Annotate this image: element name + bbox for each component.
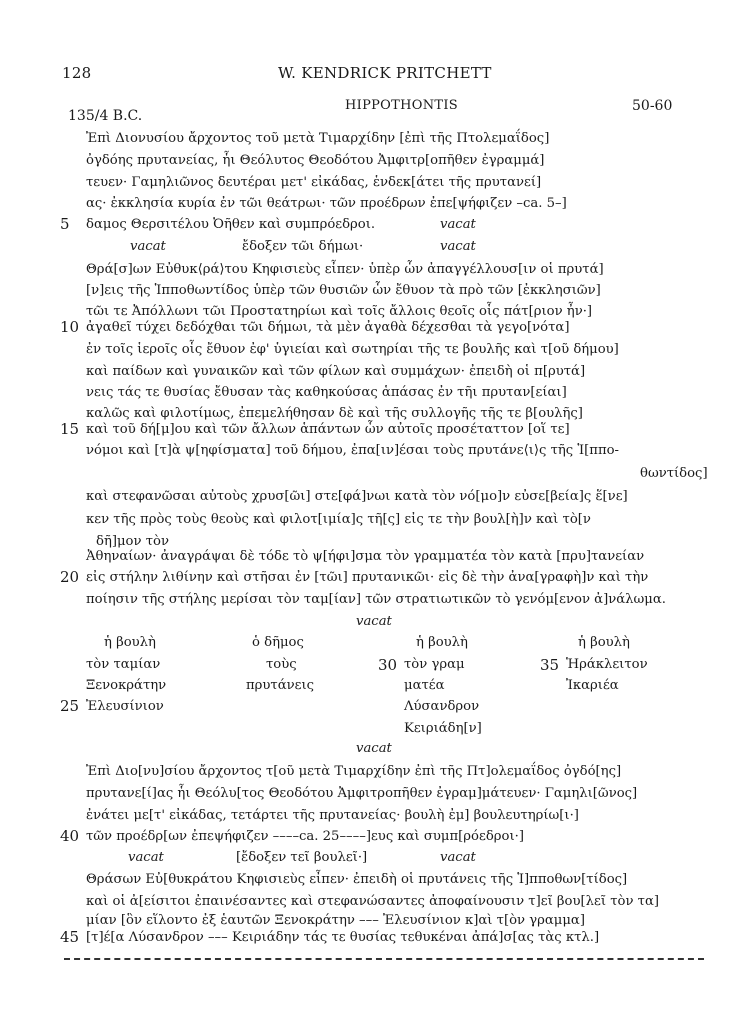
vacat-marker: vacat (130, 239, 166, 254)
text-line: Ἀθηναίων· ἀναγράψαι δὲ τόδε τὸ ψ[ήφι]σμα τὸν γραμματέα τὸν κατὰ [πρυ]τανείαν (86, 549, 645, 564)
text-line: Ἐπὶ Διονυσίου ἄρχοντος τοῦ μετὰ Τιμαρχίδην [ἐπὶ τῆς Πτολεμαΐδος] (86, 131, 550, 146)
crown-1-line: Ἐλευσίνιον (86, 699, 164, 714)
text-line: ποίησιν τῆς στήλης μερίσαι τὸν ταμ[ίαν] τῶν στρατιωτικῶν τὸ γενόμ[ενον ἀ]νάλωμα. (86, 592, 666, 607)
crown-2-line: τοὺς (266, 657, 297, 672)
line-number: 10 (60, 318, 80, 336)
text-line: εἰς στήλην λιθίνην καὶ στῆσαι ἐν [τῶι] πρυτανικῶι· εἰς δὲ τὴν ἀνα[γραφὴ]ν καὶ τὴν (86, 570, 649, 585)
text-line: κεν τῆς πρὸς τοὺς θεοὺς καὶ φιλοτ[ιμία]ς τῆ[ς] εἰς τε τὴν βουλ[ὴ]ν καὶ τὸ[ν (86, 512, 591, 527)
text-line: δαμος Θερσιτέλου Ὀῆθεν καὶ συμπρόεδροι. (86, 217, 376, 232)
crown-3-line: Λύσανδρον (404, 699, 480, 714)
crown-2-line: πρυτάνεις (246, 678, 315, 693)
section-title: HIPPOTHONTIS (345, 98, 458, 113)
line-number: 5 (60, 215, 70, 233)
text-line: καλῶς καὶ φιλοτίμως, ἐπεμελήθησαν δὲ καὶ τῆς συλλογῆς τῆς τε β[ουλῆς] (86, 406, 583, 421)
line-number: 45 (60, 928, 80, 946)
text-line: πρυτανε[ί]ας ἧι Θεόλυ[τος Θεοδότου Ἀμφιτροπῆθεν ἐγραμ]μάτευεν· Γαμηλι[ῶνος] (86, 786, 638, 801)
vacat-marker: vacat (356, 614, 392, 629)
text-line: μίαν [ὃν εἵλοντο ἐξ ἑαυτῶν Ξενοκράτην ––– Ἐλευσίνιον κ]αὶ τ[ὸν γραμμα] (86, 913, 585, 928)
text-line: Θρά[σ]ων Εὐθυκ⟨ρά⟩του Κηφισιεὺς εἶπεν· ὑπὲρ ὧν ἀπαγγέλλουσ[ιν οἱ πρυτά] (86, 262, 604, 277)
crown-3-line: τὸν γραμ (404, 657, 465, 672)
crown-3-line: ματέα (404, 678, 445, 693)
text-line: καὶ παίδων καὶ γυναικῶν καὶ τῶν φίλων καὶ συμμάχων· ἐπειδὴ οἱ π[ρυτά] (86, 364, 586, 379)
inscription-reference: 50-60 (632, 98, 673, 114)
text-line: [ν]εις τῆς Ἱπποθωντίδος ὑπὲρ τῶν θυσιῶν ὧν ἔθυον τὰ πρὸ τῶν [ἐκκλησιῶν] (86, 283, 601, 298)
text-line: ἔδοξεν τῶι δήμωι· (242, 239, 364, 254)
text-line: ὀγδόης πρυτανείας, ἧι Θεόλυτος Θεοδότου Ἀμφιτρ[οπῆθεν ἐγραμμά] (86, 153, 545, 168)
line-number: 25 (60, 697, 80, 715)
text-line: καὶ οἱ ἀ[είσιτοι ἐπαινέσαντες καὶ στεφανώσαντες ἀποφαίνουσιν τ]εῖ βου[λεῖ τὸν τα] (86, 894, 659, 909)
vacat-marker: vacat (440, 217, 476, 232)
text-line: νεις τάς τε θυσίας ἔθυσαν τὰς καθηκούσας ἁπάσας ἐν τῆι πρυταν[είαι] (86, 385, 567, 400)
dashed-rule (64, 958, 704, 960)
text-line: ἐνάτει με[τ' εἰκάδας, τετάρτει τῆς πρυτανείας· βουλὴ ἐμ] βουλευτηρίω[ι·] (86, 808, 579, 823)
text-line: καὶ στεφανῶσαι αὐτοὺς χρυσ[ῶι] στε[φά]νωι κατὰ τὸν νό[μο]ν εὐσε[βεία]ς ἕ[νε] (86, 489, 628, 504)
crown-1-line: ἡ βουλὴ (104, 635, 156, 650)
crown-3-line: ἡ βουλὴ (416, 635, 468, 650)
line-number: 35 (540, 656, 560, 674)
line-number: 30 (378, 656, 398, 674)
text-line: Ἐπὶ Διο[νυ]σίου ἄρχοντος τ[οῦ μετὰ Τιμαρχίδην ἐπὶ τῆς Πτ]ολεμαΐδος ὀγδό[ης] (86, 764, 622, 779)
crown-1-line: τὸν ταμίαν (86, 657, 161, 672)
text-line: τευεν· Γαμηλιῶνος δευτέραι μετ' εἰκάδας, ἑνδεκ[άτει τῆς πρυτανεί] (86, 175, 542, 190)
text-line: νόμοι καὶ [τ]ὰ ψ[ηφίσματα] τοῦ δήμου, ἐπα[ιν]έσαι τοὺς πρυτάνε⟨ι⟩ς τῆς Ἱ[ππο- (86, 443, 620, 458)
text-line: [τ]έ[α Λύσανδρον ––– Κειριάδην τάς τε θυσίας τεθυκέναι ἀπά]σ[ας τὰς κτλ.] (86, 930, 600, 945)
crown-4-line: Ἡράκλειτον (566, 657, 648, 672)
vacat-marker: vacat (128, 850, 164, 865)
vacat-marker: vacat (356, 741, 392, 756)
text-line: τῶν προέδρ[ων ἐπεψήφιζεν ––––ca. 25––––]ευς καὶ συμπ[ρόεδροι·] (86, 829, 524, 844)
line-number: 20 (60, 568, 80, 586)
vacat-marker: vacat (440, 850, 476, 865)
text-line: ἀγαθεῖ τύχει δεδόχθαι τῶι δήμωι, τὰ μὲν ἀγαθὰ δέχεσθαι τὰ γεγο[νότα] (86, 320, 570, 335)
inscription-date: 135/4 B.C. (68, 108, 143, 124)
vacat-marker: vacat (440, 239, 476, 254)
text-line: ας· ἐκκλησία κυρία ἐν τῶι θεάτρωι· τῶν προέδρων ἐπε[ψήφιζεν –ca. 5–] (86, 196, 567, 211)
text-line: καὶ τοῦ δή[μ]ου καὶ τῶν ἄλλων ἁπάντων ὧν αὐτοῖς προσέταττον [οἵ τε] (86, 422, 570, 437)
text-line: [ἔδοξεν τεῖ βουλεῖ·] (236, 850, 368, 865)
crown-3-line: Κειριάδη[ν] (404, 721, 482, 736)
crown-4-line: Ἰκαριέα (566, 678, 619, 693)
crown-4-line: ἡ βουλὴ (578, 635, 630, 650)
text-line: θωντίδος] (640, 466, 708, 481)
text-line: δῆ]μον τὸν (96, 534, 169, 549)
text-line: ἐν τοῖς ἱεροῖς οἷς ἔθυον ἐφ' ὑγιείαι καὶ σωτηρίαι τῆς τε βουλῆς καὶ τ[οῦ δήμου] (86, 342, 619, 357)
text-line: τῶι τε Ἀπόλλωνι τῶι Προστατηρίωι καὶ τοῖς ἄλλοις θεοῖς οἷς πάτ[ριον ἦν·] (86, 304, 593, 319)
line-number: 40 (60, 827, 80, 845)
line-number: 15 (60, 420, 80, 438)
running-head-author: W. KENDRICK PRITCHETT (278, 64, 492, 82)
crown-2-line: ὁ δῆμος (252, 635, 304, 650)
crown-1-line: Ξενοκράτην (86, 678, 167, 693)
page-number: 128 (62, 64, 92, 82)
text-line: Θράσων Εὐ[θυκράτου Κηφισιεὺς εἶπεν· ἐπειδὴ οἱ πρυτάνεις τῆς Ἱ]πποθων[τίδος] (86, 872, 628, 887)
